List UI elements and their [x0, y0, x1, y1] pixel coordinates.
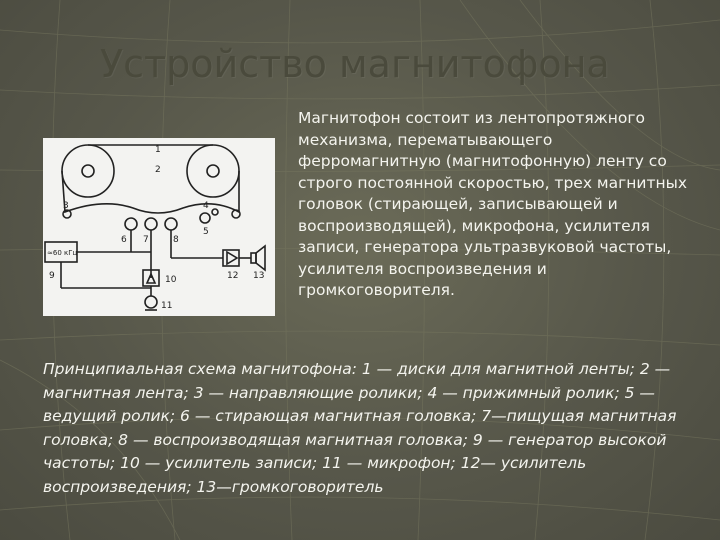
diagram-caption: Принципиальная схема магнитофона: 1 — диски для магнитной ленты; 2 — магнитная лента; 3 — направляющие ролики; 4 — прижимный ролик; 5 — ведущий ролик; 6 — стирающая магнитная головка; 7—пищущая магнитная головка; 8 — воспроизводящая магнитная головка; 9 — генератор высокой частоты; 10 — усилитель записи; 11 — микрофон; 12— усилитель воспроизведения; 13—громкоговоритель — [43, 360, 677, 496]
reel-right — [187, 145, 239, 197]
diagram-label-7: 7 — [143, 235, 149, 245]
tape-recorder-diagram — [43, 138, 275, 316]
diagram-svg — [43, 138, 275, 316]
microphone — [145, 296, 157, 308]
diagram-label-4: 4 — [203, 201, 209, 211]
generator-frequency-label: ≈60 кГц — [47, 249, 78, 257]
slide-title: Устройство магнитофона — [100, 42, 610, 86]
diagram-label-13: 13 — [253, 271, 265, 281]
description-text: Магнитофон состоит из лентопротяжного механизма, перематывающего ферромагнитную (магнитофонную) ленту со строго постоянной скоростью, трех магнитных головок (стирающей, записывающей и воспроизводящей), микрофона, усилителя записи, генератора ультразвуковой частоты, усилителя воспроизведения и громкоговорителя. — [298, 109, 688, 299]
reel-left — [62, 145, 114, 197]
diagram-label-9: 9 — [49, 271, 55, 281]
diagram-label-10: 10 — [165, 275, 177, 285]
diagram-label-11: 11 — [161, 301, 173, 311]
diagram-label-8: 8 — [173, 235, 179, 245]
diagram-label-2: 2 — [155, 165, 161, 175]
diagram-label-6: 6 — [121, 235, 127, 245]
diagram-label-3: 3 — [63, 201, 69, 211]
diagram-label-12: 12 — [227, 271, 239, 281]
diagram-label-1: 1 — [155, 145, 161, 155]
speaker — [256, 246, 265, 270]
diagram-label-5: 5 — [203, 227, 209, 237]
